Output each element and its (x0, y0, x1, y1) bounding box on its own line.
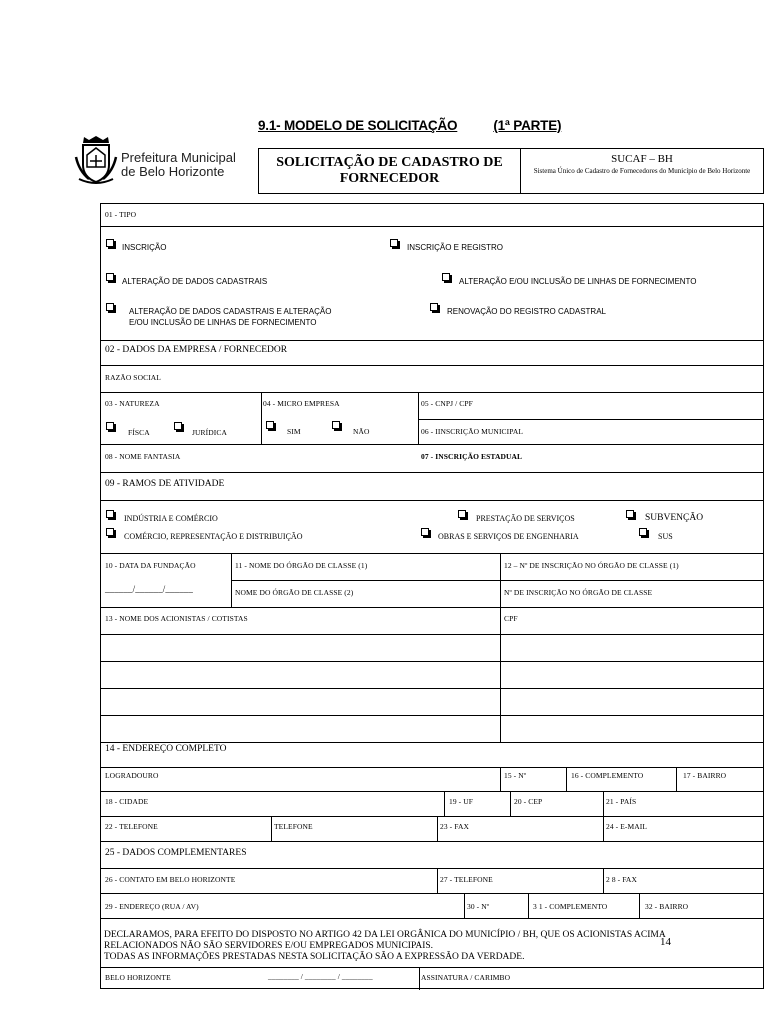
subvencao-label: SUBVENÇÃO (645, 513, 704, 523)
divider (271, 816, 272, 841)
inscricao-estadual-label: 07 - INSCRIÇÃO ESTADUAL (421, 452, 523, 461)
comercio-label: COMÉRCIO, REPRESENTAÇÃO E DISTRIBUIÇÃO (124, 532, 303, 541)
cnpj-label: 05 - CNPJ / CPF (421, 399, 473, 408)
complemento-label: 16 - COMPLEMENTO (571, 771, 644, 780)
contato-complemento-label: 3 1 - COMPLEMENTO (533, 902, 608, 911)
option-inscricao-registro-label: INSCRIÇÃO E REGISTRO (407, 243, 504, 252)
industria-label: INDÚSTRIA E COMÉRCIO (124, 514, 218, 523)
inscricao-municipal-label: 06 - IINSCRIÇÃO MUNICIPAL (421, 427, 524, 436)
checkbox-inscricao[interactable] (106, 239, 114, 247)
orgao-classe-2-label: NOME DO ÓRGÃO DE CLASSE (2) (235, 588, 354, 597)
divider (231, 553, 232, 607)
form-title-box (258, 148, 764, 194)
divider (418, 419, 763, 420)
divider (101, 607, 763, 608)
divider (101, 742, 763, 743)
organization-name (121, 151, 236, 179)
fax-label: 23 - FAX (440, 822, 469, 831)
divider (444, 791, 445, 816)
email-label: 24 - E-MAIL (606, 822, 648, 831)
coat-of-arms-icon (75, 135, 117, 185)
contato-telefone-label: 27 - TELEFONE (440, 875, 493, 884)
option-alteracao-ambos-line1: ALTERAÇÃO DE DADOS CADASTRAIS E ALTERAÇÃO (129, 307, 332, 316)
section-endereco-label: 14 - ENDEREÇO COMPLETO (105, 744, 227, 754)
cpf-label: CPF (504, 614, 518, 623)
section-empresa-label: 02 - DADOS DA EMPRESA / FORNECEDOR (105, 345, 288, 355)
divider (101, 472, 763, 473)
page-number: 14 (660, 936, 671, 948)
divider (500, 767, 501, 791)
divider (418, 392, 419, 444)
section-tipo-label: 01 - TIPO (105, 210, 137, 219)
divider (101, 767, 763, 768)
inscricao-classe-1-label: 12 – Nº DE INSCRIÇÃO NO ÓRGÃO DE CLASSE (1) (504, 561, 679, 570)
obras-label: OBRAS E SERVIÇOS DE ENGENHARIA (438, 532, 579, 541)
micro-empresa-label: 04 - MICRO EMPRESA (263, 399, 340, 408)
divider (603, 791, 604, 841)
servicos-label: PRESTAÇÃO DE SERVIÇOS (476, 514, 575, 523)
checkbox-alteracao-linhas[interactable] (442, 273, 450, 281)
system-desc: Sistema Único de Cadastro de Fornecedores do Município de Belo Horizonte (533, 167, 751, 175)
system-name: SUCAF – BH (611, 153, 673, 165)
divider (101, 340, 763, 341)
contato-endereco-label: 29 - ENDEREÇO (RUA / AV) (105, 902, 199, 911)
razao-social-label: RAZÃO SOCIAL (105, 373, 161, 382)
nome-fantasia-label: 08 - NOME FANTASIA (105, 452, 181, 461)
declaration-line-2: RELACIONADOS NÃO SÃO SERVIDORES E/OU EMPREGADOS MUNICIPAIS. (104, 941, 434, 951)
declaration-text (104, 930, 744, 962)
sus-label: SUS (658, 532, 673, 541)
option-alteracao-linhas-label: ALTERAÇÃO E/OU INCLUSÃO DE LINHAS DE FORNECIMENTO (459, 277, 697, 286)
divider (101, 816, 763, 817)
divider (261, 392, 262, 444)
divider (101, 868, 763, 869)
main-title: 9.1- MODELO DE SOLICITAÇÃO (258, 118, 458, 133)
option-inscricao-label: INSCRIÇÃO (122, 243, 167, 252)
declaration-line-3: TODAS AS INFORMAÇÕES PRESTADAS NESTA SOLICITAÇÃO SÃO A EXPRESSÃO DA VERDADE. (104, 952, 525, 962)
checkbox-subvencao[interactable] (626, 510, 634, 518)
page-title (258, 118, 561, 133)
checkbox-alteracao-ambos[interactable] (106, 303, 114, 311)
divider (101, 365, 763, 366)
juridica-label: JURÍDICA (192, 428, 227, 437)
option-alteracao-ambos-line2: E/OU INCLUSÃO DE LINHAS DE FORNECIMENTO (129, 318, 317, 327)
fisica-label: FÍSCA (128, 428, 150, 437)
checkbox-industria[interactable] (106, 510, 114, 518)
checkbox-obras[interactable] (421, 528, 429, 536)
divider (101, 967, 763, 968)
telefone-label: 22 - TELEFONE (105, 822, 158, 831)
pais-label: 21 - PAÍS (606, 797, 637, 806)
divider (231, 580, 763, 581)
org-line-1: Prefeitura Municipal (121, 150, 236, 165)
form-title-line-2: FORNECEDOR (339, 171, 440, 186)
inscricao-classe-2-label: Nº DE INSCRIÇÃO NO ÓRGÃO DE CLASSE (504, 588, 653, 597)
divider (101, 841, 763, 842)
divider (676, 767, 677, 791)
checkbox-comercio[interactable] (106, 528, 114, 536)
section-ramos-label: 09 - RAMOS DE ATIVIDADE (105, 479, 225, 489)
section-complementares-label: 25 - DADOS COMPLEMENTARES (105, 848, 247, 858)
divider (101, 918, 763, 919)
option-renovacao-label: RENOVAÇÃO DO REGISTRO CADASTRAL (447, 307, 606, 316)
divider (101, 715, 763, 716)
divider (510, 791, 511, 816)
orgao-classe-1-label: 11 - NOME DO ÓRGÃO DE CLASSE (1) (235, 561, 368, 570)
logradouro-label: LOGRADOURO (105, 771, 159, 780)
divider (101, 688, 763, 689)
data-fundacao-label: 10 - DATA DA FUNDAÇÃO (105, 561, 196, 570)
contato-fax-label: 2 8 - FAX (606, 875, 637, 884)
divider (639, 893, 640, 918)
numero-label: 15 - Nº (504, 771, 527, 780)
bairro-label: 17 - BAIRRO (683, 771, 727, 780)
form-title (259, 149, 521, 193)
divider (101, 893, 763, 894)
checkbox-fisica[interactable] (106, 422, 114, 430)
declaration-line-1: DECLARAMOS, PARA EFEITO DO DISPOSTO NO ARTIGO 42 DA LEI ORGÂNICA DO MUNICÍPIO / BH, QUE OS ACIONISTAS ACIMA (104, 930, 666, 940)
divider (101, 634, 763, 635)
divider (101, 392, 763, 393)
divider (101, 500, 763, 501)
checkbox-sus[interactable] (639, 528, 647, 536)
divider (101, 661, 763, 662)
telefone-2-label: TELEFONE (274, 822, 313, 831)
divider (603, 868, 604, 893)
divider (419, 967, 420, 990)
org-line-2: de Belo Horizonte (121, 164, 225, 179)
contato-bairro-label: 32 - BAIRRO (645, 902, 689, 911)
system-box (521, 149, 763, 193)
checkbox-inscricao-registro[interactable] (390, 239, 398, 247)
checkbox-renovacao[interactable] (430, 303, 438, 311)
data-fundacao-field[interactable]: ______/______/______ (105, 584, 194, 594)
divider (101, 553, 763, 554)
checkbox-nao[interactable] (332, 421, 340, 429)
checkbox-alteracao-dados[interactable] (106, 273, 114, 281)
nao-label: NÃO (353, 427, 370, 436)
natureza-label: 03 - NATUREZA (105, 399, 160, 408)
part-label: (1ª PARTE) (493, 118, 562, 133)
assinatura-label: ASSINATURA / CARIMBO (421, 973, 511, 982)
divider (437, 816, 438, 841)
signature-date-field[interactable]: ________ / ________ / ________ (268, 972, 373, 981)
divider (437, 868, 438, 893)
divider (101, 791, 763, 792)
local-label: BELO HORIZONTE (105, 973, 171, 982)
divider (101, 226, 763, 227)
checkbox-juridica[interactable] (174, 422, 182, 430)
divider (528, 893, 529, 918)
checkbox-sim[interactable] (266, 421, 274, 429)
contato-label: 26 - CONTATO EM BELO HORIZONTE (105, 875, 236, 884)
divider (566, 767, 567, 791)
acionistas-label: 13 - NOME DOS ACIONISTAS / COTISTAS (105, 614, 248, 623)
divider (101, 444, 763, 445)
contato-numero-label: 30 - Nº (467, 902, 490, 911)
option-alteracao-dados-label: ALTERAÇÃO DE DADOS CADASTRAIS (122, 277, 268, 286)
form-title-line-1: SOLICITAÇÃO DE CADASTRO DE (276, 155, 503, 170)
sim-label: SIM (287, 427, 301, 436)
uf-label: 19 - UF (449, 797, 474, 806)
checkbox-servicos[interactable] (458, 510, 466, 518)
cidade-label: 18 - CIDADE (105, 797, 149, 806)
cep-label: 20 - CEP (514, 797, 543, 806)
divider (500, 553, 501, 742)
divider (464, 893, 465, 918)
